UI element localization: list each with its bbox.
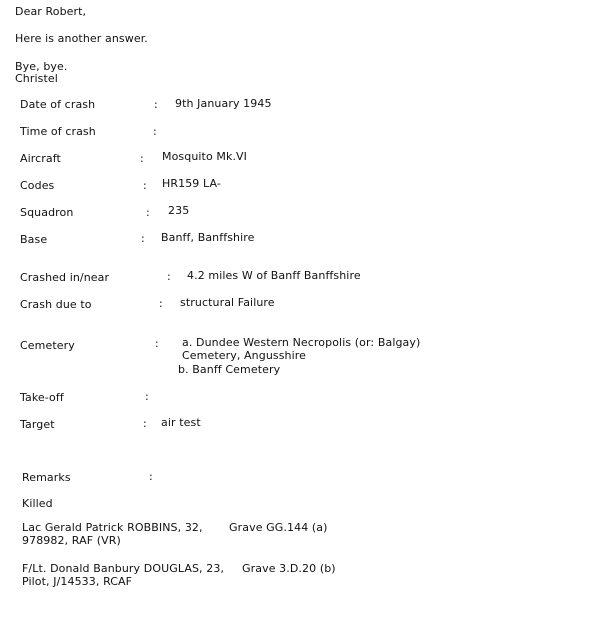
target-colon: : bbox=[143, 417, 147, 430]
remarks-colon: : bbox=[149, 470, 153, 483]
aircraft-colon: : bbox=[140, 152, 144, 165]
base-label: Base bbox=[20, 233, 48, 246]
cemetery-colon: : bbox=[155, 337, 159, 350]
crashed-near-value: 4.2 miles W of Banff Banffshire bbox=[187, 269, 361, 282]
date-value: 9th January 1945 bbox=[175, 97, 272, 110]
squadron-label: Squadron bbox=[20, 206, 74, 219]
date-colon: : bbox=[154, 98, 158, 111]
base-value: Banff, Banffshire bbox=[161, 231, 255, 244]
intro-line: Here is another answer. bbox=[15, 32, 148, 45]
codes-colon: : bbox=[143, 179, 147, 192]
aircraft-value: Mosquito Mk.VI bbox=[162, 150, 248, 163]
killed-heading: Killed bbox=[22, 497, 53, 510]
squadron-value: 235 bbox=[168, 204, 190, 217]
closing: Bye, bye. bbox=[15, 60, 68, 73]
crew-1-grave: Grave GG.144 (a) bbox=[229, 521, 328, 534]
crash-due-label: Crash due to bbox=[20, 298, 92, 311]
remarks-label: Remarks bbox=[22, 471, 71, 484]
aircraft-label: Aircraft bbox=[20, 152, 61, 165]
takeoff-label: Take-off bbox=[20, 391, 64, 404]
base-colon: : bbox=[141, 232, 145, 245]
crashed-near-label: Crashed in/near bbox=[20, 271, 110, 284]
crew-1-name: Lac Gerald Patrick ROBBINS, 32, bbox=[22, 521, 203, 534]
takeoff-colon: : bbox=[145, 390, 149, 403]
cemetery-line-a: a. Dundee Western Necropolis (or: Balgay) bbox=[182, 336, 421, 349]
signature: Christel bbox=[15, 72, 58, 85]
time-colon: : bbox=[153, 125, 157, 138]
date-label: Date of crash bbox=[20, 98, 96, 111]
cemetery-line-a2: Cemetery, Angusshire bbox=[182, 349, 307, 362]
crew-2-name: F/Lt. Donald Banbury DOUGLAS, 23, bbox=[22, 562, 225, 575]
target-value: air test bbox=[161, 416, 201, 429]
time-label: Time of crash bbox=[20, 125, 96, 138]
squadron-colon: : bbox=[146, 206, 150, 219]
crash-due-colon: : bbox=[159, 297, 163, 310]
cemetery-label: Cemetery bbox=[20, 339, 75, 352]
crew-1-details: 978982, RAF (VR) bbox=[22, 534, 121, 547]
codes-value: HR159 LA- bbox=[162, 177, 221, 190]
crew-2-grave: Grave 3.D.20 (b) bbox=[242, 562, 336, 575]
crash-due-value: structural Failure bbox=[180, 296, 275, 309]
crew-2-details: Pilot, J/14533, RCAF bbox=[22, 575, 133, 588]
cemetery-line-b: b. Banff Cemetery bbox=[178, 363, 281, 376]
crashed-near-colon: : bbox=[167, 270, 171, 283]
target-label: Target bbox=[20, 418, 55, 431]
greeting: Dear Robert, bbox=[15, 5, 87, 18]
codes-label: Codes bbox=[20, 179, 55, 192]
